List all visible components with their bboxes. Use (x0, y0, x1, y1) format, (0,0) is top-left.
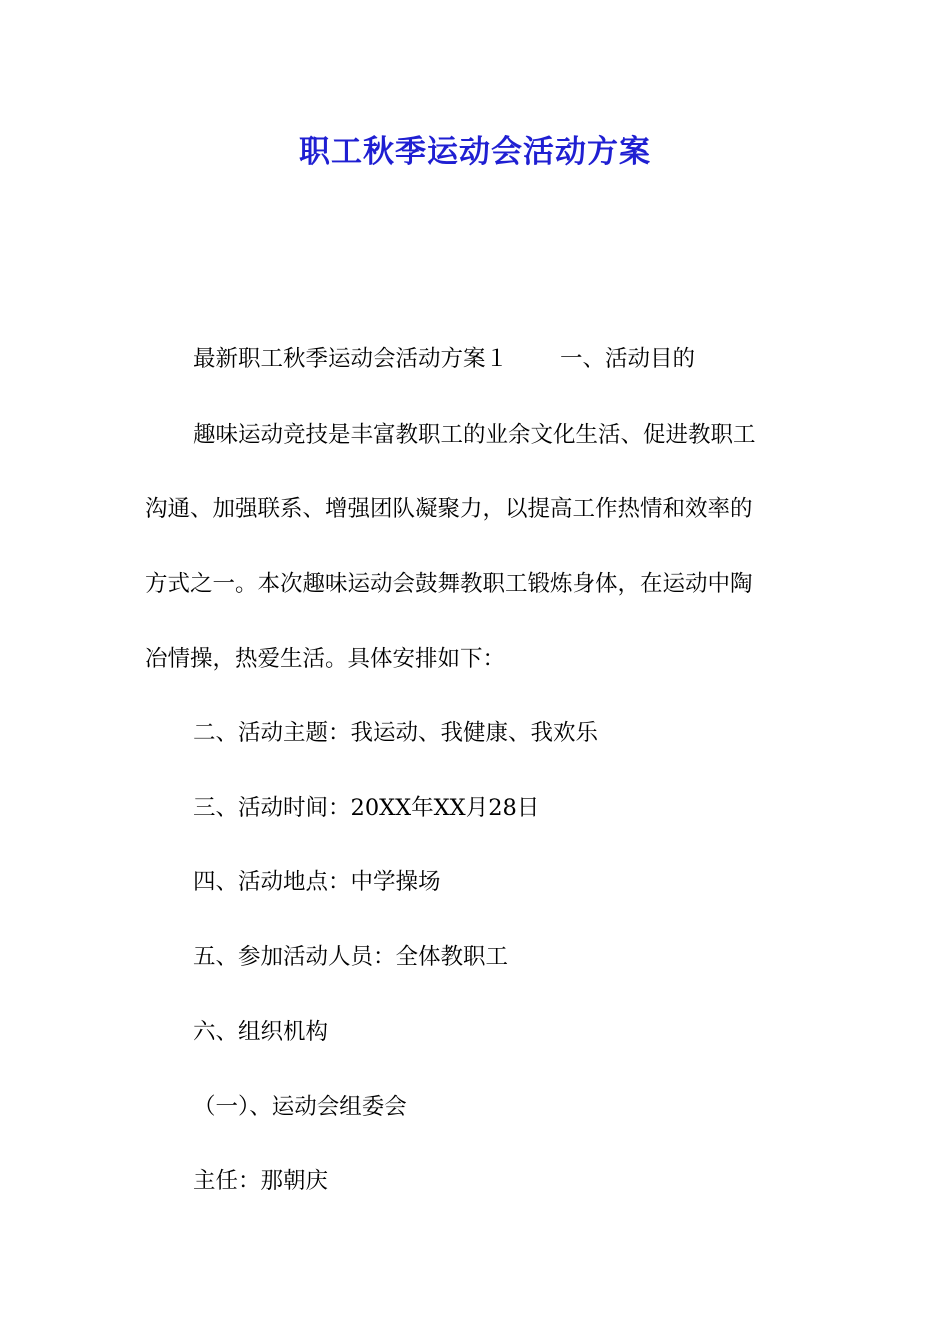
heading-part-1: 最新职工秋季运动会活动方案１ (193, 346, 509, 372)
committee-director: 主任：那朝庆 (193, 1168, 329, 1194)
document-title: 职工秋季运动会活动方案 (299, 134, 651, 170)
paragraph-line: 沟通、加强联系、增强团队凝聚力，以提高工作热情和效率的 (145, 496, 753, 522)
heading-part-2: 一、活动目的 (560, 346, 696, 372)
section-theme: 二、活动主题：我运动、我健康、我欢乐 (193, 720, 599, 746)
section-organization: 六、组织机构 (193, 1019, 329, 1045)
section-participants: 五、参加活动人员：全体教职工 (193, 944, 509, 970)
paragraph-line: 方式之一。本次趣味运动会鼓舞教职工锻炼身体，在运动中陶 (145, 571, 753, 597)
section-location: 四、活动地点：中学操场 (193, 869, 441, 895)
heading-line (193, 344, 858, 374)
subsection-committee: （一）、运动会组委会 (193, 1094, 407, 1120)
section-time: 三、活动时间：20XX年XX月28日 (193, 795, 540, 821)
paragraph-line: 趣味运动竞技是丰富教职工的业余文化生活、促进教职工 (193, 422, 756, 448)
paragraph-line: 冶情操，热爱生活。具体安排如下： (145, 646, 506, 672)
